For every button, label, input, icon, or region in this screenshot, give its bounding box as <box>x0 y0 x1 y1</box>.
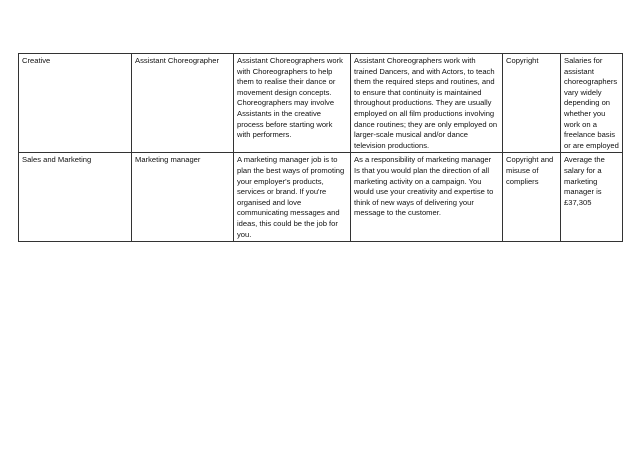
responsibilities-cell: As a responsibility of marketing manager Is that you would plan the direction of all marketing activity on a campaign. You would use your creativity and expertise to think of new ways of delivering your message to the customer. <box>351 153 503 242</box>
responsibilities-cell: Assistant Choreographers work with trained Dancers, and with Actors, to teach them the required steps and routines, and to ensure that continuity is maintained throughout productions. They are usually employed on all film productions involving dance routines; they are only employed on larger-scale musical and/or dance television productions. <box>351 54 503 153</box>
table-row <box>19 54 623 153</box>
table-row <box>19 153 623 242</box>
salary-cell: Average the salary for a marketing manager is £37,305 <box>561 153 623 242</box>
legal-cell: Copyright <box>503 54 561 153</box>
job-title-cell: Marketing manager <box>132 153 234 242</box>
legal-cell: Copyright and misuse of compliers <box>503 153 561 242</box>
sector-cell: Creative <box>19 54 132 153</box>
salary-cell: Salaries for assistant choreographers vary widely depending on whether you work on a freelance basis or are employed <box>561 54 623 153</box>
description-cell: A marketing manager job is to plan the best ways of promoting your employer's products, services or brand. If you're organised and love communicating messages and ideas, this could be the job for you. <box>234 153 351 242</box>
sector-cell: Sales and Marketing <box>19 153 132 242</box>
job-roles-table <box>18 53 623 242</box>
description-cell: Assistant Choreographers work with Choreographers to help them to realise their dance or movement design concepts. Choreographers may involve Assistants in the creative process before starting work with performers. <box>234 54 351 153</box>
job-title-cell: Assistant Choreographer <box>132 54 234 153</box>
